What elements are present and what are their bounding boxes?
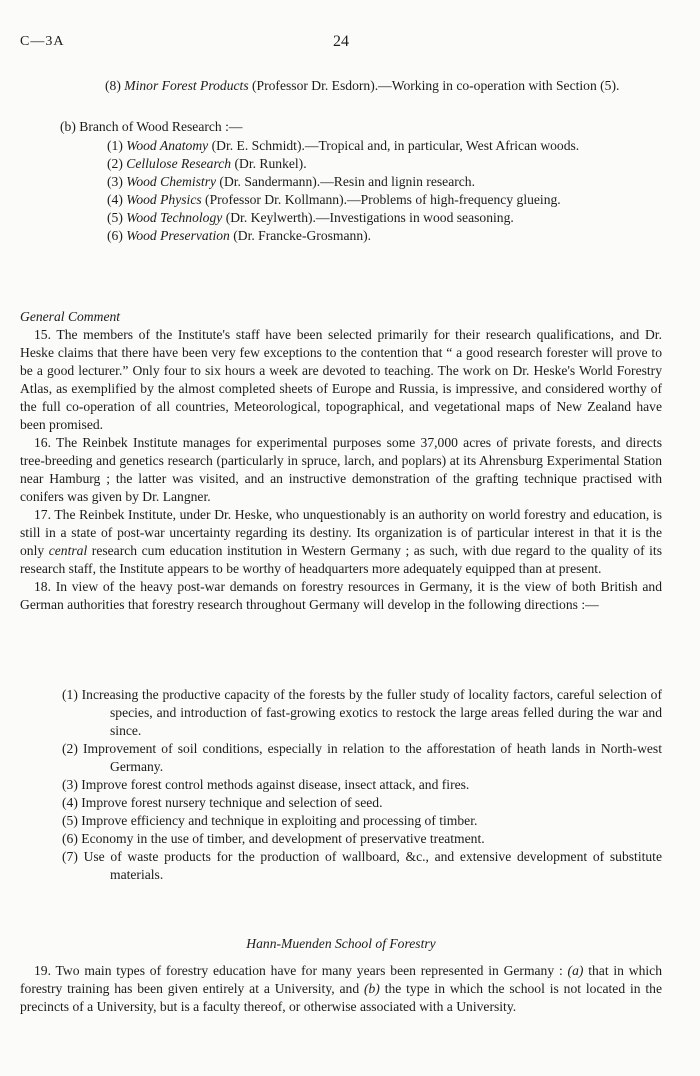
item-title: Wood Technology <box>126 210 223 225</box>
paragraph-18: 18. In view of the heavy post-war demands on forestry resources in Germany, it is the view of both British and German authorities that forestry research throughout Germany will develop in the following directions :— <box>20 579 662 612</box>
list-item: (5) Improve efficiency and technique in exploiting and processing of timber. <box>62 813 478 828</box>
list-item: (2) Cellulose Research (Dr. Runkel). <box>107 156 307 171</box>
paragraph-16: 16. The Reinbek Institute manages for experimental purposes some 37,000 acres of private forests, and directs tree-breeding and genetics research (particularly in spruce, larch, and poplars) at its Ahrensburg Experimental Station near Hamburg ; the latter was visited, and an instructive demonstration of the grafting technique practised with conifers was given by Dr. Langner. <box>20 435 662 504</box>
paragraph-15: 15. The members of the Institute's staff have been selected primarily for their research qualifications, and Dr. Heske claims that there have been very few exceptions to the contention that “ a good research forester will prove to be a good lecturer.” Only four to six hours a week are devoted to teaching. The work on Dr. Heske's World Forestry Atlas, as exemplified by the almost completed sheets of Europe and Russia, is impressive, and considered worthy of the full co-operation of all countries, Meteorological, topographical, and vegetational maps of New Zealand have been promised. <box>20 327 662 432</box>
list-item: (6) Economy in the use of timber, and development of preservative treatment. <box>62 831 485 846</box>
item-title: Wood Physics <box>126 192 202 207</box>
item-title: Wood Anatomy <box>126 138 209 153</box>
section-heading-hann-muenden: Hann-Muenden School of Forestry <box>246 936 436 951</box>
section-heading-general-comment: General Comment <box>20 309 121 324</box>
list-item: (1) Wood Anatomy (Dr. E. Schmidt).—Tropical and, in particular, West African woods. <box>107 138 580 153</box>
directions-list <box>62 686 662 884</box>
general-comment-body <box>20 326 662 614</box>
paragraph-19: 19. Two main types of forestry education have for many years been represented in Germany : (a) that in which forestry training has been given entirely at a University, and (b) the type in which the school is not located in the precincts of a University, but is a faculty thereof, or otherwise associated with a University. <box>20 963 663 1014</box>
list-item: (7) Use of waste products for the production of wallboard, &c., and extensive development of substitute materials. <box>62 849 662 882</box>
item-title: Wood Preservation <box>126 228 230 243</box>
list-item: (3) Wood Chemistry (Dr. Sandermann).—Resin and lignin research. <box>107 174 475 189</box>
item-title: Minor Forest Products <box>124 78 249 93</box>
list-item: (5) Wood Technology (Dr. Keylwerth).—Investigations in wood seasoning. <box>107 210 514 225</box>
list-item: (6) Wood Preservation (Dr. Francke-Grosmann). <box>107 228 372 243</box>
hann-muenden-body <box>20 962 662 1016</box>
list-item: (4) Wood Physics (Professor Dr. Kollmann).—Problems of high-frequency glueing. <box>107 192 561 207</box>
item-title: Wood Chemistry <box>126 174 217 189</box>
list-item: (2) Improvement of soil conditions, especially in relation to the afforestation of heath lands in North-west Germany. <box>62 741 662 774</box>
wood-research-list <box>107 137 662 245</box>
item-title: Cellulose Research <box>126 156 232 171</box>
page-number: 24 <box>333 33 349 50</box>
item-text: (Professor Dr. Esdorn).—Working in co-operation with Section (5). <box>248 78 620 93</box>
branch-heading: (b) Branch of Wood Research :— <box>60 119 243 134</box>
item-number: (8) <box>105 78 121 93</box>
list-item: (1) Increasing the productive capacity of the forests by the fuller study of locality factors, careful selection of species, and introduction of fast-growing exotics to restock the large areas felled during the war and since. <box>62 687 662 738</box>
list-item: (3) Improve forest control methods against disease, insect attack, and fires. <box>62 777 470 792</box>
research-item-8 <box>105 77 660 95</box>
document-reference: C—3A <box>20 34 65 49</box>
list-item: (4) Improve forest nursery technique and selection of seed. <box>62 795 383 810</box>
paragraph-17: 17. The Reinbek Institute, under Dr. Heske, who unquestionably is an authority on world forestry and education, is still in a state of post-war uncertainty regarding its destiny. Its organization is of particular interest in that it is the only central research cum education institution in Western Germany ; as such, with due regard to the quality of its research staff, the Institute appears to be worthy of headquarters more adequately equipped than at present. <box>20 507 662 576</box>
